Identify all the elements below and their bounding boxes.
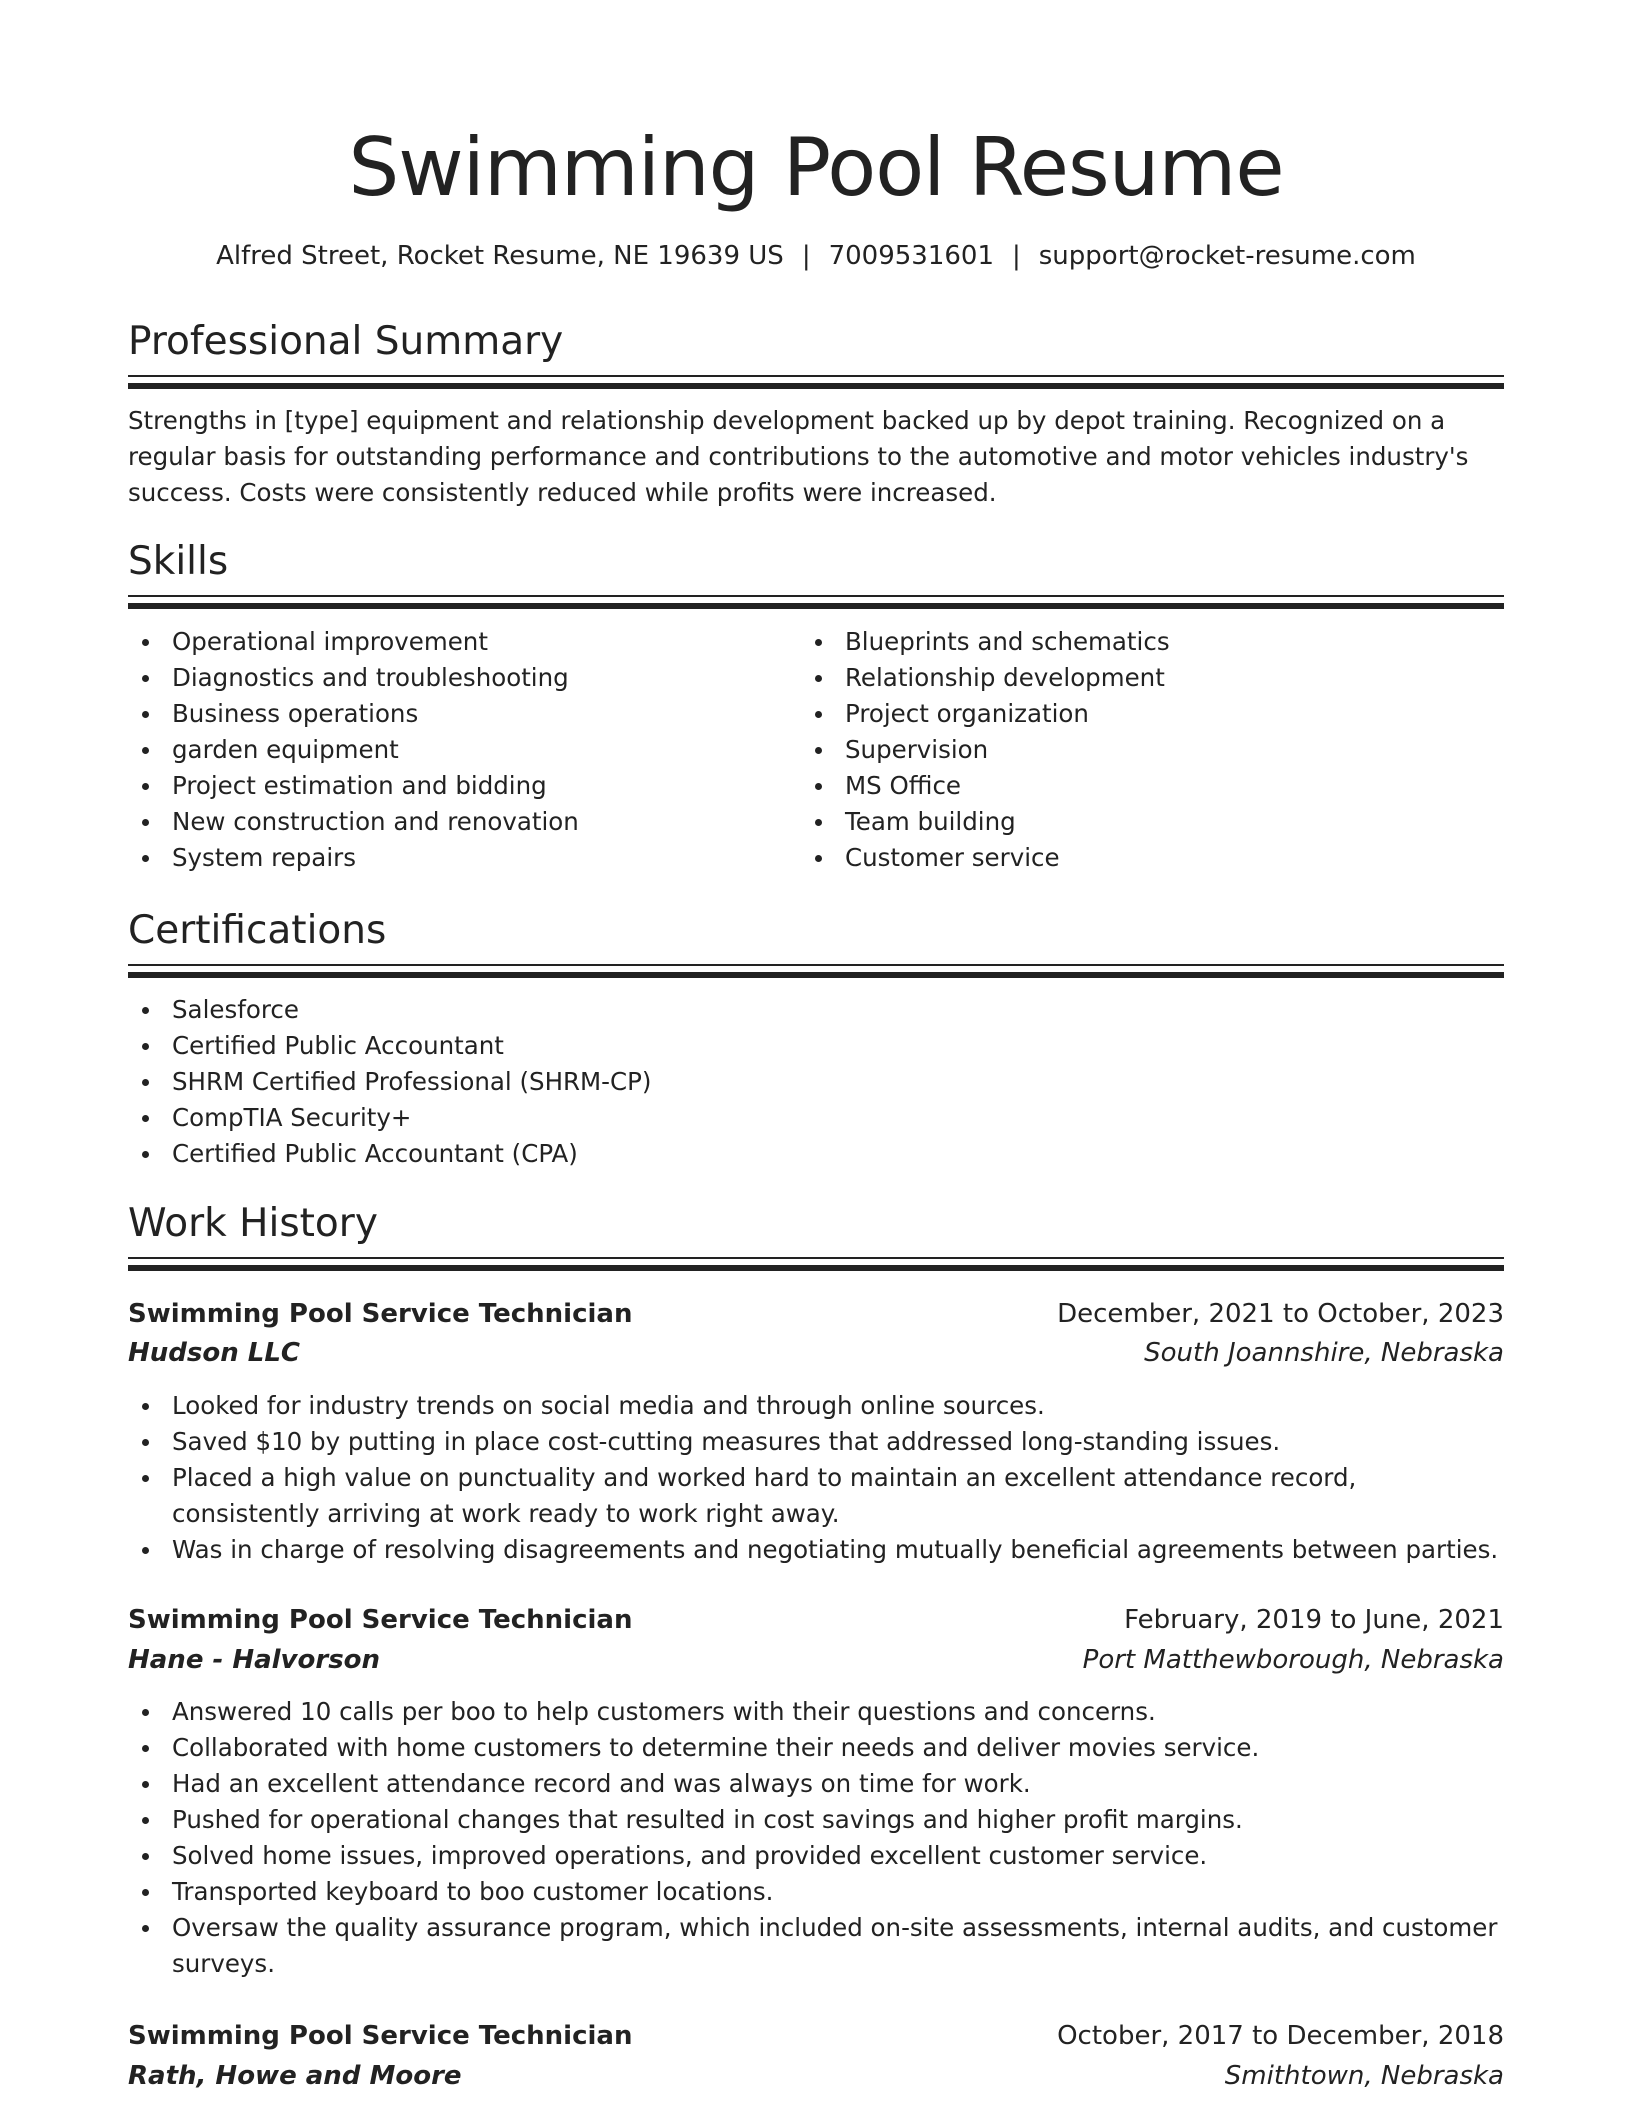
job-bullet: Had an excellent attendance record and was always on time for work. <box>128 1766 1504 1802</box>
contact-phone: 7009531601 <box>828 241 994 271</box>
certification-item: CompTIA Security+ <box>128 1100 1504 1136</box>
job-title: Swimming Pool Service Technician <box>128 1299 633 1329</box>
job-title: Swimming Pool Service Technician <box>128 1605 633 1635</box>
contact-separator: | <box>1012 241 1021 271</box>
section-title-summary: Professional Summary <box>128 319 564 364</box>
skill-item: Relationship development <box>801 660 1501 696</box>
skill-item: Team building <box>801 804 1501 840</box>
certification-item: SHRM Certified Professional (SHRM-CP) <box>128 1064 1504 1100</box>
job-bullet: Pushed for operational changes that resulted in cost savings and higher profit margins. <box>128 1802 1504 1838</box>
job-title: Swimming Pool Service Technician <box>128 2021 633 2051</box>
certification-item: Salesforce <box>128 992 1504 1028</box>
section-title-certifications: Certifications <box>128 908 387 953</box>
skill-item: Diagnostics and troubleshooting <box>128 660 788 696</box>
section-divider <box>128 375 1504 390</box>
job-bullets <box>128 1694 1504 1982</box>
section-title-skills: Skills <box>128 539 229 584</box>
contact-address: Alfred Street, Rocket Resume, NE 19639 US <box>216 241 784 271</box>
certification-item: Certified Public Accountant <box>128 1028 1504 1064</box>
job-dates: February, 2019 to June, 2021 <box>1124 1605 1504 1635</box>
job-company: Rath, Howe and Moore <box>128 2061 462 2091</box>
job-bullet: Placed a high value on punctuality and worked hard to maintain an excellent attendance record, consistently arriving at work ready to work right away. <box>128 1460 1504 1532</box>
contact-email: support@rocket-resume.com <box>1038 241 1416 271</box>
job-dates: October, 2017 to December, 2018 <box>1057 2021 1504 2051</box>
skill-item: New construction and renovation <box>128 804 788 840</box>
job-bullet: Saved $10 by putting in place cost-cutting measures that addressed long-standing issues. <box>128 1424 1504 1460</box>
skills-list-left <box>128 624 788 876</box>
skill-item: System repairs <box>128 840 788 876</box>
section-title-work-history: Work History <box>128 1201 378 1246</box>
job-bullets <box>128 1388 1504 1568</box>
section-divider <box>128 1257 1504 1272</box>
skill-item: Project estimation and bidding <box>128 768 788 804</box>
job-company: Hane - Halvorson <box>128 1645 381 1675</box>
skill-item: Operational improvement <box>128 624 788 660</box>
job-bullet: Transported keyboard to boo customer locations. <box>128 1874 1504 1910</box>
summary-text: Strengths in [type] equipment and relationship development backed up by depot training. Recognized on a regular basis for outstanding performance and contributions to the automotive and motor vehicles industry's success. Costs were consistently reduced while profits were increased. <box>128 406 1469 507</box>
skill-item: Project organization <box>801 696 1501 732</box>
job-bullet: Answered 10 calls per boo to help customers with their questions and concerns. <box>128 1694 1504 1730</box>
skills-list-right <box>801 624 1501 876</box>
job-location: South Joannshire, Nebraska <box>1144 1338 1504 1368</box>
certification-item: Certified Public Accountant (CPA) <box>128 1136 1504 1172</box>
skill-item: garden equipment <box>128 732 788 768</box>
section-divider <box>128 964 1504 979</box>
skill-item: Business operations <box>128 696 788 732</box>
job-bullet: Collaborated with home customers to determine their needs and deliver movies service. <box>128 1730 1504 1766</box>
job-company: Hudson LLC <box>128 1338 300 1368</box>
job-bullet: Oversaw the quality assurance program, which included on-site assessments, internal audits, and customer surveys. <box>128 1910 1504 1982</box>
skill-item: Customer service <box>801 840 1501 876</box>
job-location: Smithtown, Nebraska <box>1224 2061 1504 2091</box>
contact-line <box>128 238 1504 274</box>
contact-separator: | <box>801 241 811 271</box>
resume-title: Swimming Pool Resume <box>348 121 1284 214</box>
job-bullet: Was in charge of resolving disagreements and negotiating mutually beneficial agreements between parties. <box>128 1532 1504 1568</box>
skill-item: MS Office <box>801 768 1501 804</box>
job-bullet: Looked for industry trends on social media and through online sources. <box>128 1388 1504 1424</box>
section-divider <box>128 595 1504 610</box>
certifications-list <box>128 992 1504 1172</box>
skill-item: Blueprints and schematics <box>801 624 1501 660</box>
skill-item: Supervision <box>801 732 1501 768</box>
job-dates: December, 2021 to October, 2023 <box>1057 1299 1504 1329</box>
job-bullet: Solved home issues, improved operations, and provided excellent customer service. <box>128 1838 1504 1874</box>
job-location: Port Matthewborough, Nebraska <box>1082 1645 1504 1675</box>
